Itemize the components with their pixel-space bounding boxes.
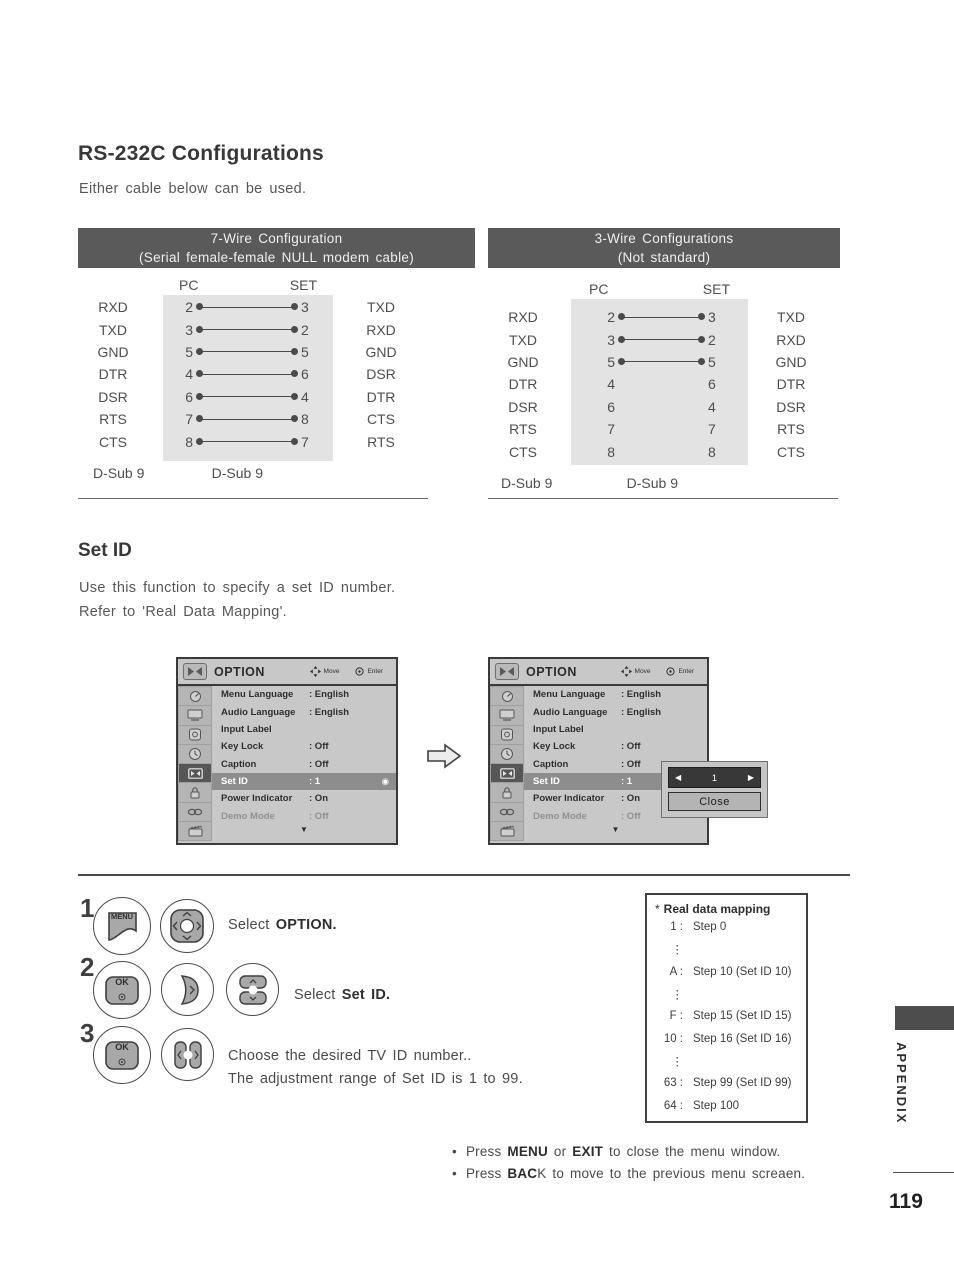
menu-item-menu-language[interactable]: Menu Language : English	[533, 689, 662, 701]
wiring-row: DSR 6 4 DTR	[98, 388, 396, 405]
left-right-button-icon	[168, 1035, 208, 1075]
menu-item-menu-language[interactable]: Menu Language : English	[221, 689, 350, 701]
up-down-button[interactable]	[226, 963, 279, 1016]
wiring-row: TXD 3 2 RXD	[509, 331, 806, 348]
enter-hint: Enter	[666, 667, 694, 676]
option-menu-before	[176, 657, 398, 845]
three-wire-header-line1: 3-Wire Configurations	[594, 231, 734, 246]
appendix-label: APPENDIX	[894, 1042, 909, 1125]
menu-item-demo-mode[interactable]: Demo Mode : Off	[533, 810, 641, 822]
mapping-row: 10 : Step 16 (Set ID 16)	[663, 1032, 792, 1045]
page-title: RS-232C Configurations	[78, 142, 324, 165]
bullet: •	[452, 1166, 457, 1181]
move-icon	[310, 666, 321, 677]
three-wire-header-line2: (Not standard)	[617, 250, 711, 265]
enter-icon	[666, 667, 675, 676]
sidebar-lock-icon[interactable]	[179, 783, 211, 801]
sidebar-media-icon[interactable]	[491, 822, 523, 840]
wire-connector	[198, 396, 296, 397]
wire-connector	[198, 329, 296, 330]
menu-item-audio-language[interactable]: Audio Language : English	[533, 706, 662, 718]
step-3-text-line1: Choose the desired TV ID number..	[228, 1048, 472, 1064]
radio-selected-icon: ◉	[381, 776, 389, 787]
wiring-row: DTR 4 6 DTR	[508, 376, 806, 393]
sidebar-picture-icon[interactable]	[179, 706, 211, 724]
dsub-row	[93, 465, 263, 481]
divider	[78, 498, 428, 499]
menu-item-power-indicator[interactable]: Power Indicator : On	[533, 793, 640, 805]
page-number-rule	[893, 1172, 954, 1173]
mapping-row: ⋮	[671, 944, 683, 957]
menu-title: OPTION	[214, 664, 265, 679]
bullet: •	[452, 1144, 457, 1159]
ok-button-icon	[101, 1035, 143, 1075]
setid-desc-line2: Refer to 'Real Data Mapping'.	[79, 604, 287, 620]
wiring-row: CTS 8 7 RTS	[99, 433, 395, 450]
sidebar-option-icon[interactable]	[179, 764, 211, 782]
menu-header	[490, 659, 707, 686]
menu-item-input-label[interactable]: Input Label	[533, 723, 584, 735]
set-label: SET	[289, 277, 317, 293]
menu-items	[212, 686, 396, 841]
seven-wire-table	[78, 274, 428, 481]
enter-icon	[355, 667, 364, 676]
note-back: • Press BACK to move to the previous menu screaen.	[452, 1166, 806, 1181]
mapping-row: ⋮	[671, 1055, 683, 1068]
sidebar-time-icon[interactable]	[491, 745, 523, 763]
mapping-row: A : Step 10 (Set ID 10)	[669, 965, 792, 978]
mapping-row: 64 : Step 100	[663, 1099, 740, 1112]
wiring-row: DTR 4 6 DSR	[98, 366, 396, 383]
menu-button[interactable]	[93, 897, 151, 955]
wiring-row: CTS 8 8 CTS	[509, 443, 805, 460]
menu-item-caption[interactable]: Caption : Off	[221, 758, 329, 770]
move-hint: Move	[621, 666, 651, 677]
sidebar-audio-icon[interactable]	[491, 726, 523, 744]
wiring-row: GND 5 5 GND	[97, 343, 397, 360]
pc-label: PC	[179, 277, 199, 293]
wire-connector	[198, 419, 296, 420]
menu-item-caption[interactable]: Caption : Off	[533, 758, 641, 770]
divider	[488, 498, 838, 499]
menu-item-key-lock[interactable]: Key Lock : Off	[221, 741, 329, 753]
real-data-mapping-box	[645, 893, 808, 1123]
step-number-1: 1	[80, 893, 95, 923]
ok-button-label: OK	[115, 1042, 129, 1052]
sidebar-picture-icon[interactable]	[491, 706, 523, 724]
menu-sidebar	[490, 686, 524, 841]
right-arrow-button-icon	[168, 970, 208, 1010]
appendix-tab	[895, 1006, 954, 1030]
set-id-popup	[661, 761, 768, 818]
wire-connector	[198, 374, 296, 375]
page-number: 119	[889, 1190, 923, 1213]
wiring-row: RXD 2 3 TXD	[508, 309, 805, 326]
move-hint: Move	[310, 666, 340, 677]
step-2-text: Select Set ID.	[294, 987, 391, 1003]
ok-button[interactable]	[93, 961, 151, 1019]
sidebar-setup-icon[interactable]	[179, 687, 211, 705]
option-icon	[183, 663, 207, 680]
menu-item-audio-language[interactable]: Audio Language : English	[221, 706, 350, 718]
up-down-button-icon	[233, 970, 273, 1010]
scroll-down-icon[interactable]: ▼	[611, 825, 620, 834]
wiring-row: TXD 3 2 RXD	[99, 321, 396, 338]
dsub-row	[501, 475, 678, 491]
close-button[interactable]: Close	[668, 792, 761, 811]
wire-connector	[620, 317, 703, 318]
dsub-left-label: D-Sub 9	[501, 474, 553, 491]
menu-item-demo-mode[interactable]: Demo Mode : Off	[221, 810, 329, 822]
transition-arrow-icon	[426, 742, 462, 775]
section-divider	[78, 874, 850, 876]
ok-button[interactable]	[93, 1026, 151, 1084]
asterisk: *	[655, 902, 660, 916]
left-right-button[interactable]	[161, 1028, 214, 1081]
menu-item-key-lock[interactable]: Key Lock : Off	[533, 741, 641, 753]
menu-header	[178, 659, 396, 686]
ok-button-icon	[101, 970, 143, 1010]
pcset-row	[488, 278, 838, 300]
three-wire-header	[488, 228, 840, 268]
increase-arrow-icon[interactable]: ▶	[747, 773, 754, 782]
real-data-mapping-title: * Real data mapping	[655, 902, 771, 916]
wiring-row: RTS 7 7 RTS	[509, 421, 805, 438]
set-id-stepper	[668, 767, 761, 788]
scroll-down-icon[interactable]: ▼	[300, 825, 308, 834]
setid-desc-line1: Use this function to specify a set ID number.	[79, 580, 396, 596]
menu-title: OPTION	[526, 664, 577, 679]
menu-item-power-indicator[interactable]: Power Indicator : On	[221, 793, 328, 805]
enter-hint: Enter	[355, 667, 383, 676]
sidebar-media-icon[interactable]	[179, 822, 211, 840]
decrease-arrow-icon[interactable]: ◀	[675, 773, 682, 782]
wiring-row: DSR 6 4 DSR	[508, 398, 806, 415]
step-number-2: 2	[80, 952, 95, 982]
navigation-pad-button[interactable]	[160, 899, 214, 953]
pc-label: PC	[589, 281, 609, 297]
wire-connector	[620, 361, 703, 362]
wire-connector	[198, 441, 296, 442]
three-wire-table	[488, 278, 838, 491]
step-number-3: 3	[80, 1018, 95, 1048]
set-id-value: 1	[711, 772, 717, 783]
wire-connector	[198, 351, 296, 352]
sidebar-lock-icon[interactable]	[491, 783, 523, 801]
setid-title: Set ID	[78, 540, 132, 561]
move-icon	[621, 666, 632, 677]
mapping-row: 1 : Step 0	[670, 921, 727, 934]
ok-button-label: OK	[115, 977, 129, 987]
wiring-row: RTS 7 8 CTS	[99, 411, 395, 428]
sidebar-input-icon[interactable]	[491, 803, 523, 821]
seven-wire-header-line1: 7-Wire Configuration	[210, 231, 343, 246]
sidebar-input-icon[interactable]	[179, 803, 211, 821]
navigation-pad-icon	[166, 905, 208, 947]
menu-item-input-label[interactable]: Input Label	[221, 723, 272, 735]
seven-wire-header	[78, 228, 475, 268]
menu-item-set-id[interactable]: Set ID : 1 ◉	[212, 773, 396, 790]
wiring-row: RXD 2 3 TXD	[98, 299, 395, 316]
wire-connector	[198, 307, 296, 308]
step-3-text-line2: The adjustment range of Set ID is 1 to 99.	[228, 1071, 523, 1087]
page-subtitle: Either cable below can be used.	[79, 181, 307, 197]
wiring-row: GND 5 5 GND	[507, 353, 807, 370]
mapping-row: 63 : Step 99 (Set ID 99)	[663, 1077, 792, 1090]
set-label: SET	[702, 281, 730, 297]
option-icon	[495, 663, 519, 680]
right-arrow-button[interactable]	[161, 963, 214, 1016]
sidebar-audio-icon[interactable]	[179, 726, 211, 744]
seven-wire-header-line2: (Serial female-female NULL modem cable)	[138, 250, 415, 265]
menu-button-label: MENU	[110, 912, 134, 921]
sidebar-setup-icon[interactable]	[491, 687, 523, 705]
menu-item-set-id[interactable]: Set ID : 1	[524, 773, 707, 790]
dsub-right-label: D-Sub 9	[211, 464, 263, 481]
mapping-row: ⋮	[671, 989, 683, 1002]
menu-sidebar	[178, 686, 212, 841]
step-1-text: Select OPTION.	[228, 917, 337, 933]
dsub-right-label: D-Sub 9	[626, 474, 678, 491]
mapping-row: F : Step 15 (Set ID 15)	[669, 1010, 792, 1023]
dsub-left-label: D-Sub 9	[93, 464, 145, 481]
note-close-menu: • Press MENU or EXIT to close the menu window.	[452, 1144, 781, 1159]
wire-connector	[620, 339, 703, 340]
sidebar-time-icon[interactable]	[179, 745, 211, 763]
pcset-row	[78, 274, 428, 296]
sidebar-option-icon[interactable]	[491, 764, 523, 782]
